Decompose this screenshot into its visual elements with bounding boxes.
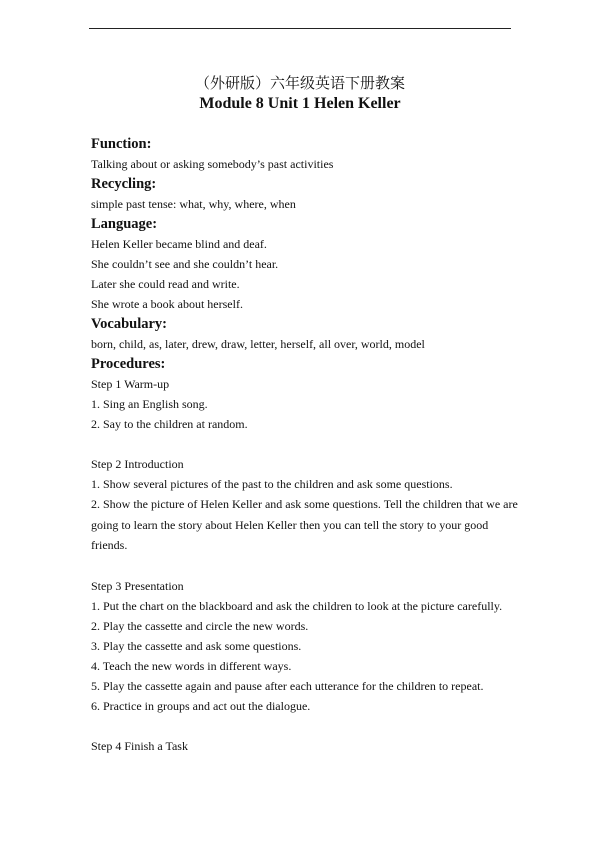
step-1-title: Step 1 Warm-up <box>91 377 170 391</box>
document-title-english: Module 8 Unit 1 Helen Keller <box>199 95 401 112</box>
document-title-chinese: （外研版）六年级英语下册教案 <box>194 74 405 92</box>
header-rule <box>89 28 511 29</box>
step-3-item: 6. Practice in groups and act out the dialogue. <box>91 698 311 713</box>
step-3-item: 1. Put the chart on the blackboard and ask the children to look at the picture carefully. <box>91 598 503 613</box>
step-3-title: Step 3 Presentation <box>91 578 184 593</box>
language-line: Later she could read and write. <box>91 277 240 291</box>
language-line: She couldn’t see and she couldn’t hear. <box>91 257 279 271</box>
language-heading: Language: <box>91 216 158 232</box>
language-line: She wrote a book about herself. <box>91 297 243 311</box>
lesson-plan-body <box>91 134 521 756</box>
spacer <box>91 434 521 454</box>
vocabulary-heading: Vocabulary: <box>91 316 167 332</box>
recycling-heading: Recycling: <box>91 176 157 192</box>
function-heading: Function: <box>91 136 152 152</box>
step-2-title: Step 2 Introduction <box>91 457 184 471</box>
step-2-item: 1. Show several pictures of the past to the children and ask some questions. <box>91 477 453 491</box>
step-1-item: 2. Say to the children at random. <box>91 417 248 431</box>
step-1-item: 1. Sing an English song. <box>91 397 208 411</box>
function-text: Talking about or asking somebody’s past activities <box>91 157 334 171</box>
step-4-title: Step 4 Finish a Task <box>91 738 188 753</box>
step-3-item: 5. Play the cassette again and pause after each utterance for the children to repeat. <box>91 678 484 693</box>
language-line: Helen Keller became blind and deaf. <box>91 237 267 251</box>
vocabulary-text: born, child, as, later, drew, draw, letter, herself, all over, world, model <box>91 337 425 351</box>
step-3-item: 3. Play the cassette and ask some questions. <box>91 638 302 653</box>
step-2-item: 2. Show the picture of Helen Keller and ask some questions. Tell the children that we are going to learn the story about Helen Keller then you can tell the story to your good friends. <box>91 497 518 552</box>
step-3-item: 2. Play the cassette and circle the new words. <box>91 618 309 633</box>
procedures-heading: Procedures: <box>91 356 166 372</box>
recycling-text: simple past tense: what, why, where, when <box>91 197 296 211</box>
spacer <box>91 716 521 736</box>
step-3-item: 4. Teach the new words in different ways. <box>91 658 292 673</box>
spacer <box>91 556 521 576</box>
